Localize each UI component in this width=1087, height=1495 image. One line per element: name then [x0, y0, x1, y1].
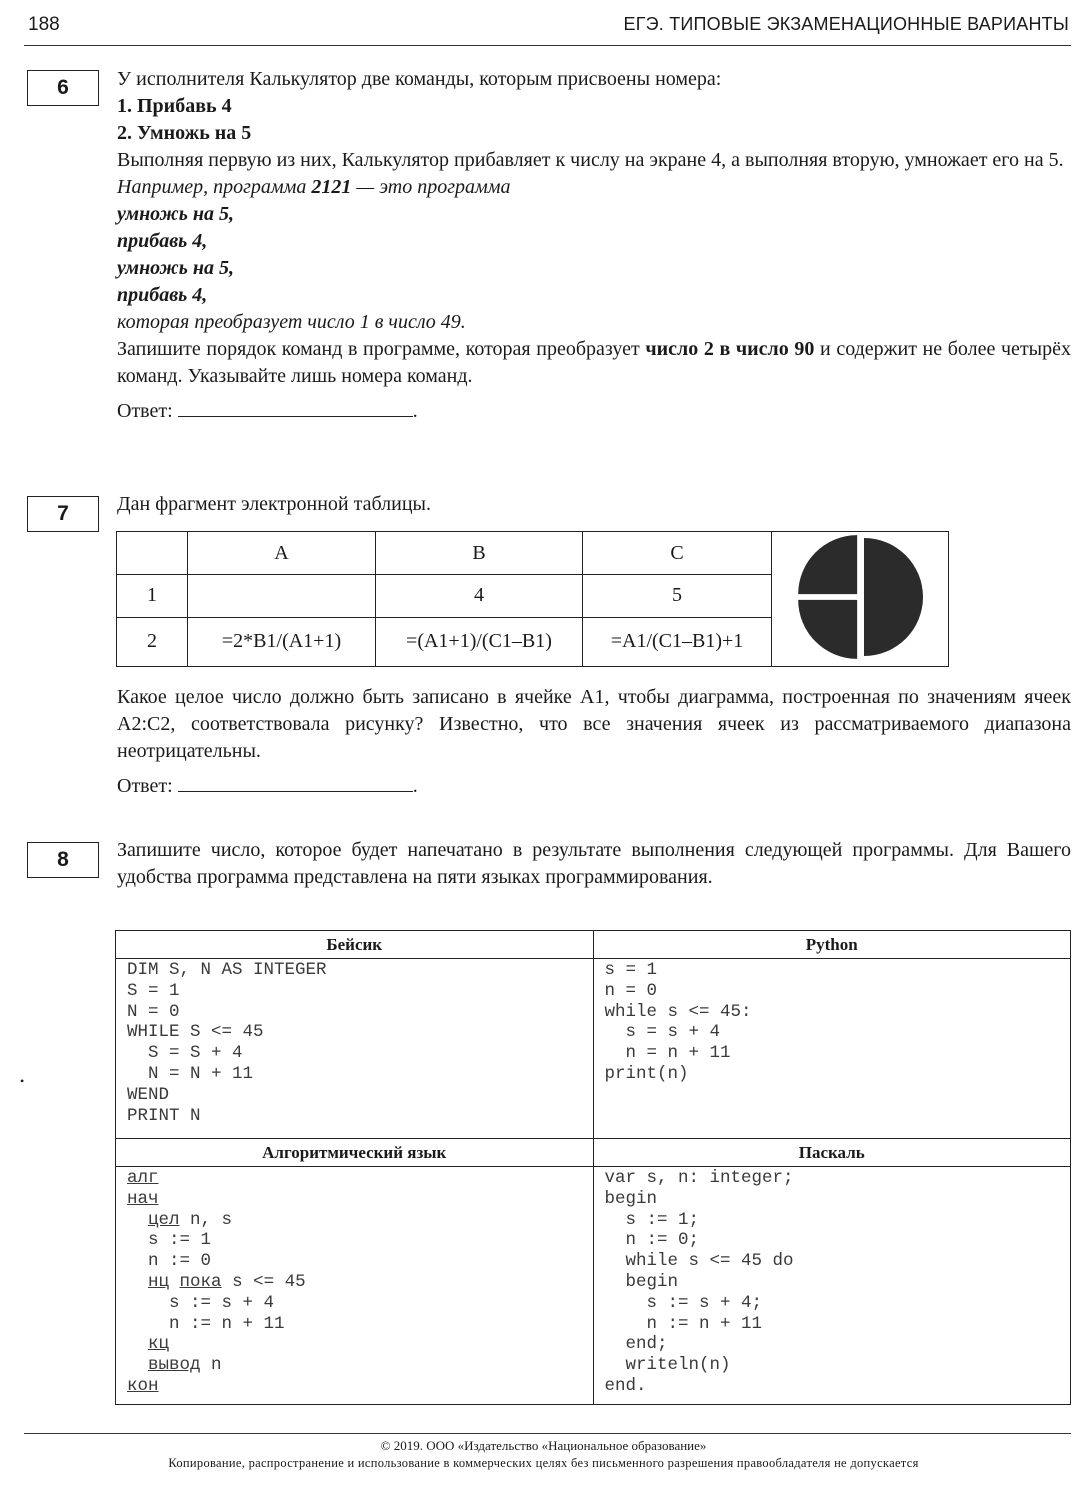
lang-header-basic: Бейсик — [116, 931, 594, 959]
example-step-3: умножь на 5, — [117, 257, 234, 279]
task-8-intro-block — [117, 837, 1071, 891]
col-header-b: B — [376, 532, 583, 575]
kw-vyvod: вывод — [148, 1355, 201, 1376]
cell-c2: =A1/(C1–B1)+1 — [583, 617, 772, 666]
code-line: while s <= 45 do — [604, 1251, 794, 1272]
kw-tsel: цел — [148, 1209, 180, 1230]
footer-notice: Копирование, распространение и использование в коммерческих целях без письменного разрешения правообладателя не допускается — [168, 1456, 919, 1470]
margin-dot: • — [20, 1074, 25, 1088]
code-table — [115, 930, 1071, 1405]
code-line: n := 0; — [604, 1230, 700, 1251]
pie-slice — [798, 600, 857, 659]
task-6-intro: У исполнителя Калькулятор две команды, которым присвоены номера: — [117, 68, 722, 90]
task-7-number: 7 — [27, 496, 99, 532]
code-algo-cell — [116, 1167, 594, 1405]
pie-chart-cell — [772, 532, 949, 667]
question-text: Запишите порядок команд в программе, которая преобразует — [117, 338, 646, 360]
example-result: которая преобразует число 1 в число 49. — [117, 311, 466, 333]
page-number: 188 — [28, 14, 60, 35]
pie-slice — [798, 535, 857, 594]
code-python — [594, 959, 1071, 1087]
algo-body-n: n := n + 11 — [169, 1313, 285, 1334]
row-header-1: 1 — [117, 575, 188, 617]
answer-label: Ответ: — [117, 400, 173, 422]
code-line: var s, n: integer; — [604, 1168, 794, 1188]
task-8-number: 8 — [27, 842, 99, 878]
answer-label: Ответ: — [117, 775, 173, 797]
code-python-cell — [593, 959, 1071, 1139]
code-line: N = 0 — [127, 1001, 180, 1022]
task-7-intro-block — [117, 491, 1071, 518]
cell-b1: 4 — [376, 575, 583, 617]
example-suffix: — это программа — [351, 176, 511, 198]
example-step-2: прибавь 4, — [117, 230, 208, 252]
task-6-description: Выполняя первую из них, Калькулятор прибавляет к числу на экране 4, а выполняя вторую, умножает его на 5. — [117, 149, 1064, 171]
code-line: S = 1 — [127, 980, 180, 1001]
kw-kc: кц — [148, 1334, 170, 1355]
book-title: ЕГЭ. ТИПОВЫЕ ЭКЗАМЕНАЦИОННЫЕ ВАРИАНТЫ — [623, 14, 1069, 34]
kw-poka: пока — [179, 1271, 222, 1292]
code-line: s := 1; — [604, 1209, 700, 1230]
code-line: end; — [604, 1334, 668, 1355]
task-7-question: Какое целое число должно быть записано в ячейке A1, чтобы диаграмма, построенная по значениям ячеек A2:C2, соответствовала рисунку? Известно, что все значения ячеек из рассматриваемого диапазона неотрицательны. — [117, 686, 1071, 762]
example-step-1: умножь на 5, — [117, 203, 234, 225]
code-line: PRINT N — [127, 1105, 201, 1126]
kw-nach: нач — [127, 1188, 159, 1209]
algo-body-s: s := s + 4 — [169, 1292, 275, 1313]
algo-line-s: s := 1 — [148, 1230, 212, 1251]
task-6-answer: Ответ: . — [117, 400, 418, 422]
cell-a2: =2*B1/(A1+1) — [188, 617, 376, 666]
code-line: DIM S, N AS INTEGER — [127, 960, 327, 980]
task-6-number: 6 — [27, 70, 99, 106]
code-line: WEND — [127, 1084, 170, 1105]
lang-header-algo: Алгоритмический язык — [116, 1139, 594, 1167]
code-line: begin — [604, 1188, 658, 1209]
question-text-2: и содержит не более четырёх команд. Указывайте лишь номера команд. — [117, 338, 1071, 387]
task-6 — [117, 66, 1071, 425]
code-algo — [116, 1167, 593, 1399]
kw-alg: алг — [127, 1168, 159, 1188]
loop-cond: s <= 45 — [221, 1271, 306, 1292]
answer-field[interactable] — [178, 398, 413, 417]
kw-nc: нц — [148, 1271, 170, 1292]
code-line: writeln(n) — [604, 1355, 731, 1376]
header-divider — [24, 45, 1071, 46]
example-prefix: Например, программа — [117, 176, 312, 198]
task-6-command-1: 1. Прибавь 4 — [117, 95, 232, 117]
code-pascal — [594, 1167, 1071, 1399]
vyvod-arg: n — [200, 1355, 222, 1376]
row-header-2: 2 — [117, 617, 188, 666]
algo-line-n: n := 0 — [148, 1251, 212, 1272]
lang-header-pascal: Паскаль — [593, 1139, 1071, 1167]
col-header-a: A — [188, 532, 376, 575]
code-pascal-cell — [593, 1167, 1071, 1405]
code-line: begin — [604, 1271, 679, 1292]
footer-divider — [24, 1433, 1071, 1434]
answer-field[interactable] — [178, 773, 413, 792]
code-basic-cell — [116, 959, 594, 1139]
code-line: print(n) — [604, 1063, 689, 1084]
code-line: s := s + 4; — [604, 1292, 763, 1313]
task-6-command-2: 2. Умножь на 5 — [117, 122, 252, 144]
code-line: n := n + 11 — [604, 1313, 763, 1334]
code-line: S = S + 4 — [127, 1043, 243, 1064]
code-line: s = 1 — [604, 960, 658, 980]
task-7-answer: Ответ: . — [117, 775, 418, 797]
question-bold: число 2 в число 90 — [645, 338, 815, 360]
decl-vars: n, s — [179, 1209, 233, 1230]
pie-slice — [864, 538, 923, 656]
code-line: N = N + 11 — [127, 1063, 254, 1084]
code-line: n = n + 11 — [604, 1043, 731, 1064]
footer-copyright: © 2019. ООО «Издательство «Национальное образование» — [380, 1438, 707, 1453]
code-basic — [116, 959, 593, 1128]
task-6-question — [117, 336, 1071, 390]
code-line: end. — [604, 1375, 647, 1396]
corner-cell — [117, 532, 188, 575]
lang-header-python: Python — [593, 931, 1071, 959]
col-header-c: C — [583, 532, 772, 575]
spreadsheet-fragment — [116, 531, 949, 667]
code-line: n = 0 — [604, 980, 658, 1001]
cell-b2: =(A1+1)/(C1–B1) — [376, 617, 583, 666]
example-program: 2121 — [311, 176, 352, 198]
pie-chart — [772, 532, 948, 660]
task-8-intro: Запишите число, которое будет напечатано в результате выполнения следующей программы. Для Вашего удобства программа представлена на пяти языках программирования. — [117, 839, 1071, 888]
task-7-question-block — [117, 684, 1071, 800]
task-6-example — [117, 174, 1071, 201]
cell-c1: 5 — [583, 575, 772, 617]
kw-kon: кон — [127, 1375, 159, 1396]
code-line: s = s + 4 — [604, 1022, 721, 1043]
code-line: while s <= 45: — [604, 1001, 752, 1022]
cell-a1 — [188, 575, 376, 617]
example-step-4: прибавь 4, — [117, 284, 208, 306]
task-7-intro: Дан фрагмент электронной таблицы. — [117, 493, 431, 515]
code-line: WHILE S <= 45 — [127, 1022, 264, 1043]
